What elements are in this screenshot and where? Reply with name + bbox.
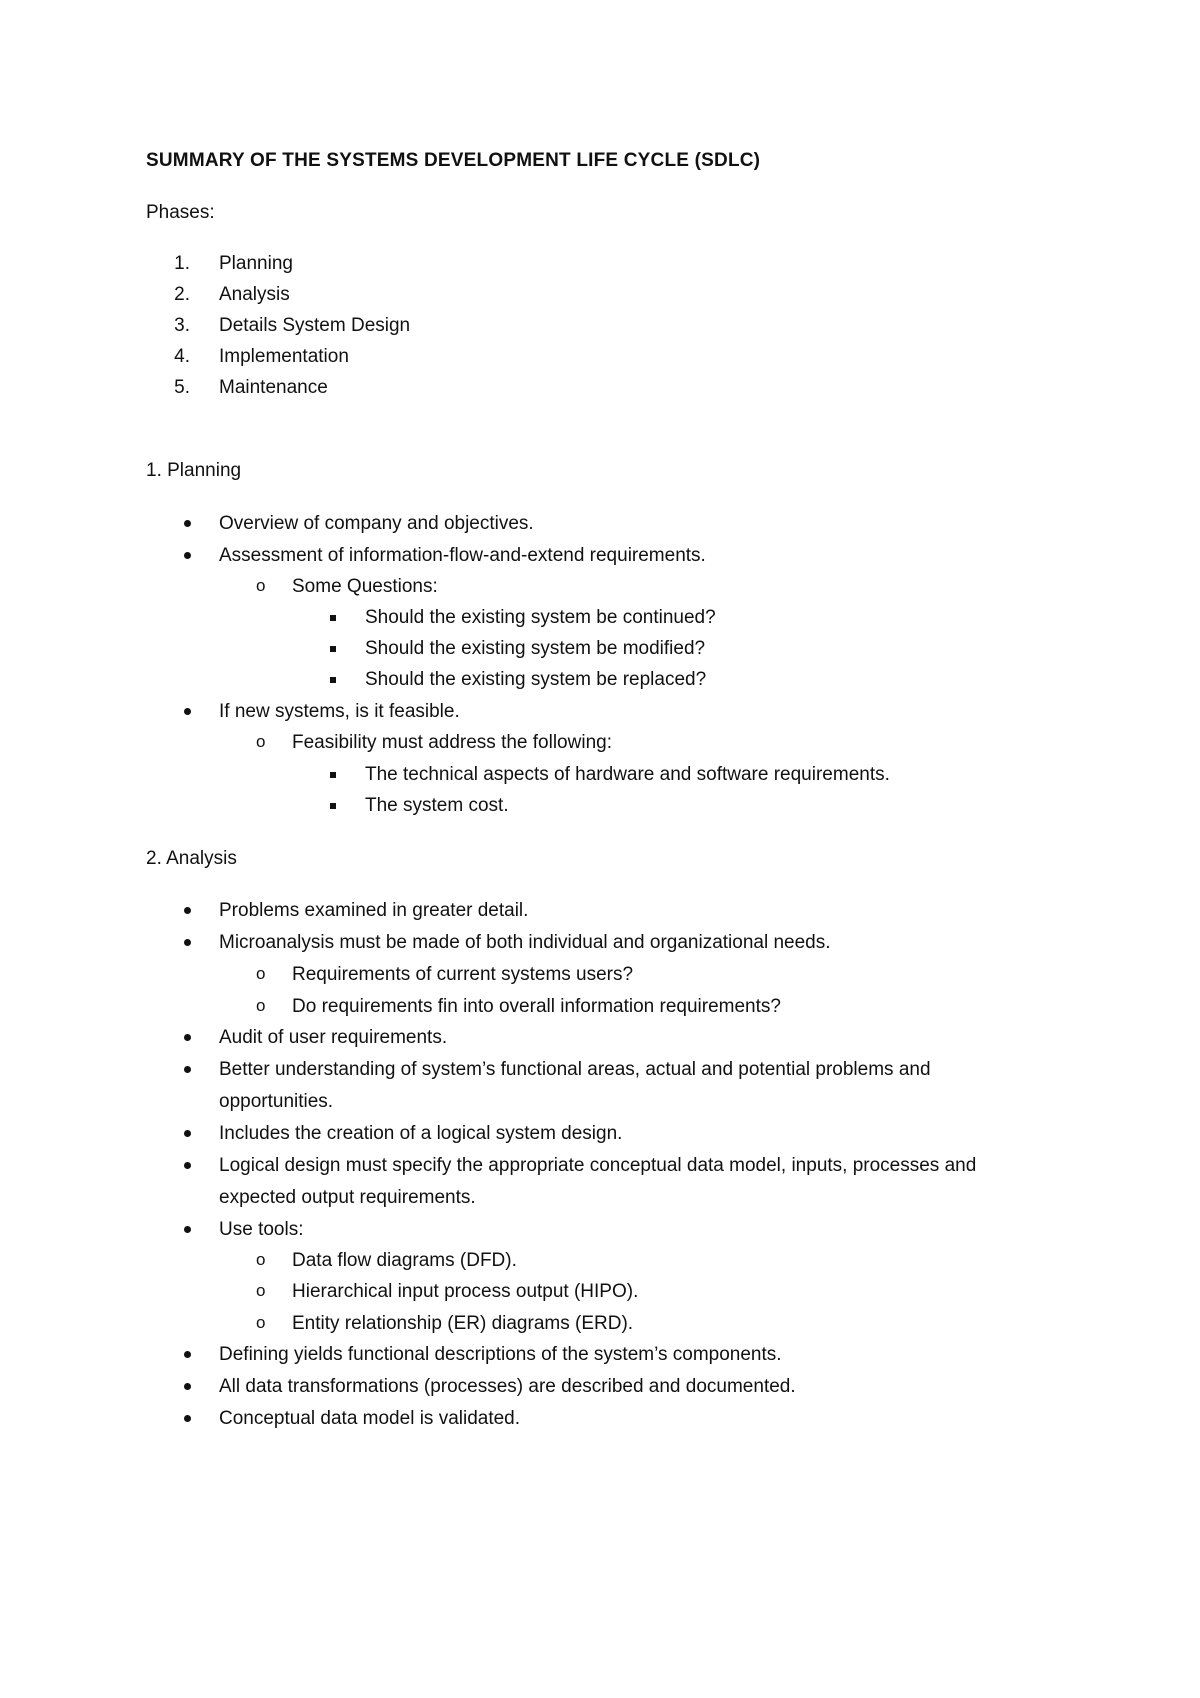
list-item: All data transformations (processes) are described and documented. bbox=[219, 1376, 796, 1397]
list-item-continuation: expected output requirements. bbox=[219, 1187, 476, 1208]
bullet-dot-icon bbox=[184, 1415, 191, 1422]
bullet-dot-icon bbox=[184, 552, 191, 559]
list-item: Includes the creation of a logical system design. bbox=[219, 1123, 623, 1144]
bullet-square-icon bbox=[330, 803, 336, 809]
list-item-continuation: opportunities. bbox=[219, 1091, 334, 1112]
list-subitem: Data flow diagrams (DFD). bbox=[292, 1250, 517, 1271]
list-subsubitem: Should the existing system be continued? bbox=[365, 607, 716, 628]
list-item: Assessment of information-flow-and-extend requirements. bbox=[219, 545, 706, 566]
list-subitem: Entity relationship (ER) diagrams (ERD). bbox=[292, 1313, 634, 1334]
bullet-dot-icon bbox=[184, 907, 191, 914]
list-item: Overview of company and objectives. bbox=[219, 513, 534, 534]
list-item: Use tools: bbox=[219, 1219, 304, 1240]
bullet-dot-icon bbox=[184, 708, 191, 715]
list-item: Audit of user requirements. bbox=[219, 1027, 448, 1048]
phase-number: 1. bbox=[174, 253, 190, 274]
list-subitem: Requirements of current systems users? bbox=[292, 964, 634, 985]
bullet-circle-icon: o bbox=[256, 732, 266, 751]
bullet-circle-icon: o bbox=[256, 1281, 266, 1300]
bullet-circle-icon: o bbox=[256, 996, 266, 1015]
list-subitem: Some Questions: bbox=[292, 576, 438, 597]
list-subsubitem: Should the existing system be replaced? bbox=[365, 669, 707, 690]
list-subitem: Hierarchical input process output (HIPO). bbox=[292, 1281, 639, 1302]
bullet-circle-icon: o bbox=[256, 1250, 266, 1269]
bullet-square-icon bbox=[330, 772, 336, 778]
phase-item: Planning bbox=[219, 253, 293, 274]
phase-number: 2. bbox=[174, 284, 190, 305]
bullet-circle-icon: o bbox=[256, 1313, 266, 1332]
list-subitem: Do requirements fin into overall information requirements? bbox=[292, 996, 781, 1017]
phases-label: Phases: bbox=[146, 202, 215, 223]
bullet-dot-icon bbox=[184, 1351, 191, 1358]
list-item: Logical design must specify the appropriate conceptual data model, inputs, processes and bbox=[219, 1155, 977, 1176]
bullet-dot-icon bbox=[184, 1130, 191, 1137]
phase-number: 3. bbox=[174, 315, 190, 336]
bullet-square-icon bbox=[330, 615, 336, 621]
list-item: Microanalysis must be made of both individual and organizational needs. bbox=[219, 932, 831, 953]
bullet-dot-icon bbox=[184, 939, 191, 946]
phase-item: Maintenance bbox=[219, 377, 328, 398]
phase-number: 4. bbox=[174, 346, 190, 367]
list-subsubitem: The technical aspects of hardware and software requirements. bbox=[365, 764, 890, 785]
phase-item: Implementation bbox=[219, 346, 349, 367]
bullet-square-icon bbox=[330, 646, 336, 652]
bullet-circle-icon: o bbox=[256, 964, 266, 983]
phase-number: 5. bbox=[174, 377, 190, 398]
list-item: Defining yields functional descriptions of the system’s components. bbox=[219, 1344, 782, 1365]
list-subsubitem: Should the existing system be modified? bbox=[365, 638, 706, 659]
bullet-square-icon bbox=[330, 677, 336, 683]
bullet-dot-icon bbox=[184, 1034, 191, 1041]
bullet-circle-icon: o bbox=[256, 576, 266, 595]
bullet-dot-icon bbox=[184, 1066, 191, 1073]
bullet-dot-icon bbox=[184, 1162, 191, 1169]
list-subitem: Feasibility must address the following: bbox=[292, 732, 612, 753]
phase-item: Details System Design bbox=[219, 315, 411, 336]
bullet-dot-icon bbox=[184, 520, 191, 527]
document-title: SUMMARY OF THE SYSTEMS DEVELOPMENT LIFE CYCLE (SDLC) bbox=[146, 150, 761, 171]
list-item: Problems examined in greater detail. bbox=[219, 900, 529, 921]
bullet-dot-icon bbox=[184, 1226, 191, 1233]
list-item: Better understanding of system’s functional areas, actual and potential problems and bbox=[219, 1059, 931, 1080]
section-heading-planning: 1. Planning bbox=[146, 460, 242, 481]
list-item: If new systems, is it feasible. bbox=[219, 701, 460, 722]
phase-item: Analysis bbox=[219, 284, 290, 305]
bullet-dot-icon bbox=[184, 1383, 191, 1390]
list-subsubitem: The system cost. bbox=[365, 795, 509, 816]
list-item: Conceptual data model is validated. bbox=[219, 1408, 521, 1429]
section-heading-analysis: 2. Analysis bbox=[146, 848, 237, 869]
